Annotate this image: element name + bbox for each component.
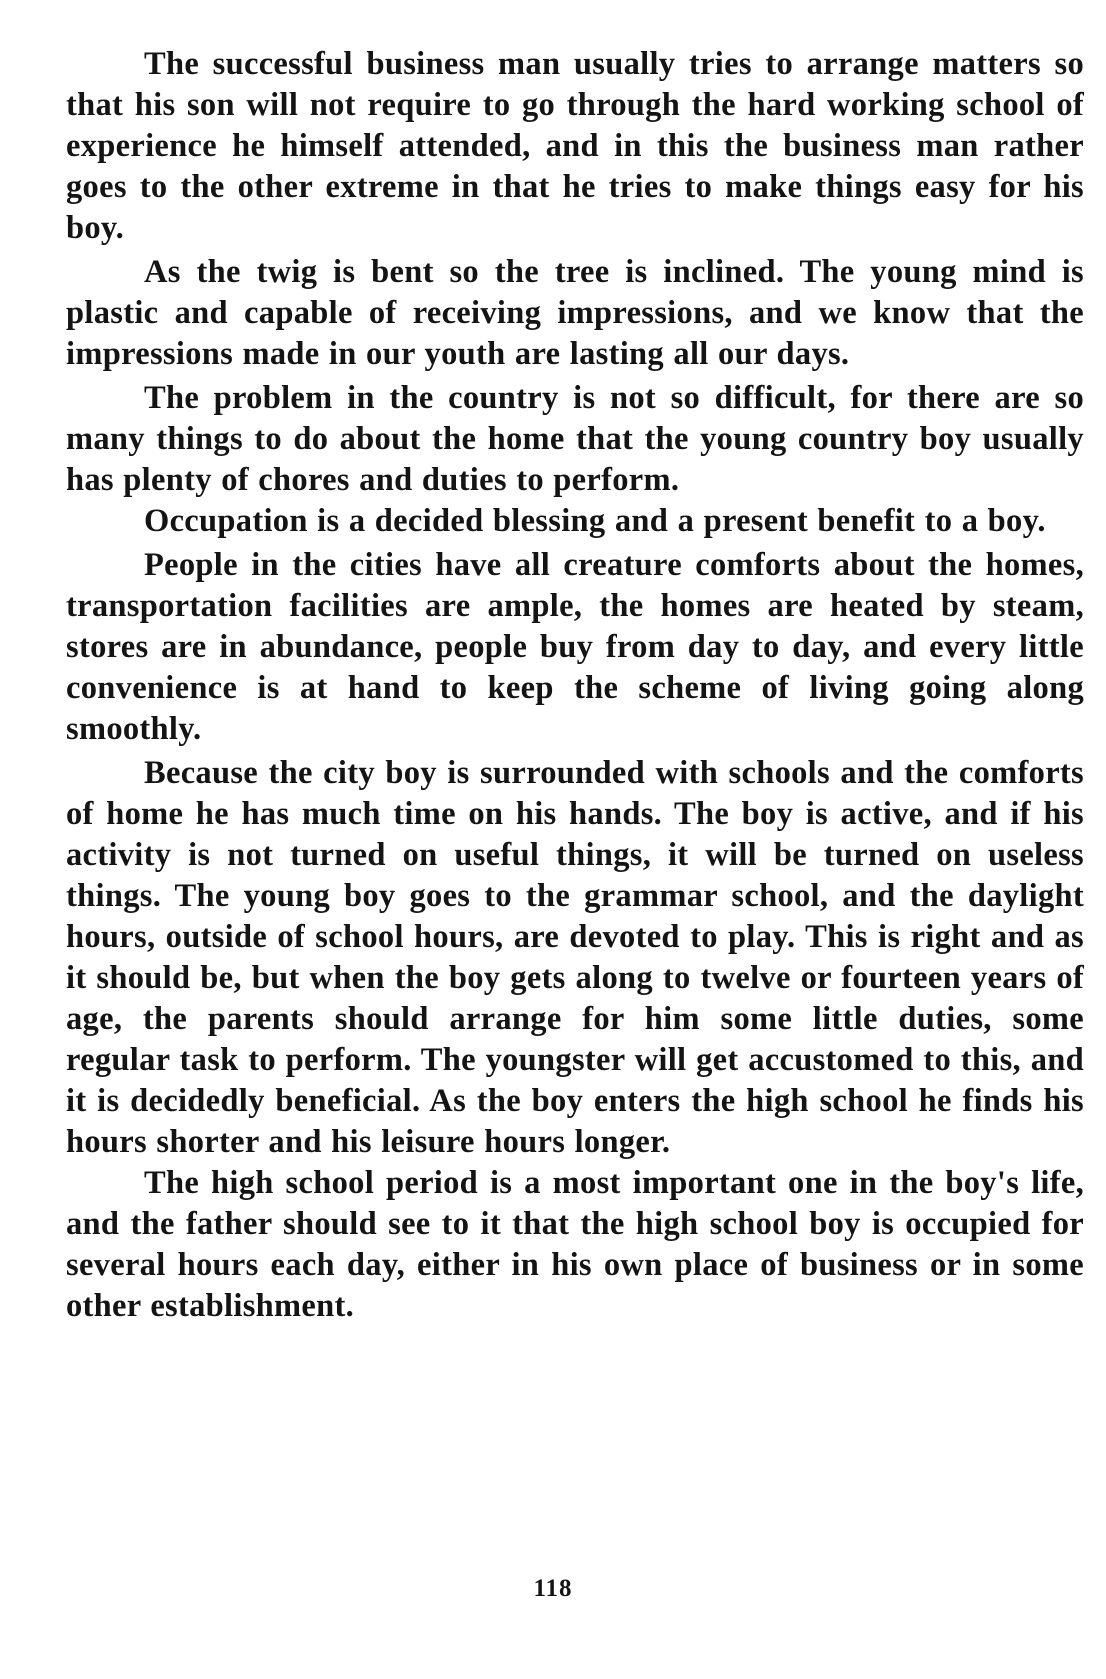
paragraph-1: The successful business man usually tries to arrange matters so that his son will not require to go through the hard working school of experience he himself attended, and in this the business man rather goes to the other extreme in that he tries to make things easy for his boy. bbox=[66, 46, 1084, 246]
paragraph-7: The high school period is a most important one in the boy's life, and the father should see to it that the high school boy is occupied for several hours each day, either in his own place of business or in some other establishment. bbox=[66, 1165, 1084, 1324]
paragraph-6: Because the city boy is surrounded with schools and the comforts of home he has much time on his hands. The boy is active, and if his activity is not turned on useful things, it will be turned on useless things. The young boy goes to the grammar school, and the daylight hours, outside of school hours, are devoted to play. This is right and as it should be, but when the boy gets along to twelve or fourteen years of age, the parents should arrange for him some little duties, some regular task to perform. The youngster will get accustomed to this, and it is decidedly beneficial. As the boy enters the high school he finds his hours shorter and his leisure hours longer. bbox=[66, 755, 1084, 1160]
page-body bbox=[66, 44, 1084, 1327]
page-number: 118 bbox=[533, 1575, 573, 1602]
paragraph-3: The problem in the country is not so difficult, for there are so many things to do about the home that the young country boy usually has plenty of chores and duties to perform. bbox=[66, 380, 1084, 498]
paragraph-4: Occupation is a decided blessing and a present benefit to a boy. bbox=[144, 503, 1046, 539]
paragraph-5: People in the cities have all creature comforts about the homes, transportation facilities are ample, the homes are heated by steam, stores are in abundance, people buy from day to day, and every little convenience is at hand to keep the scheme of living going along smoothly. bbox=[66, 547, 1084, 747]
paragraph-2: As the twig is bent so the tree is inclined. The young mind is plastic and capable of receiving impressions, and we know that the impressions made in our youth are lasting all our days. bbox=[66, 254, 1084, 372]
